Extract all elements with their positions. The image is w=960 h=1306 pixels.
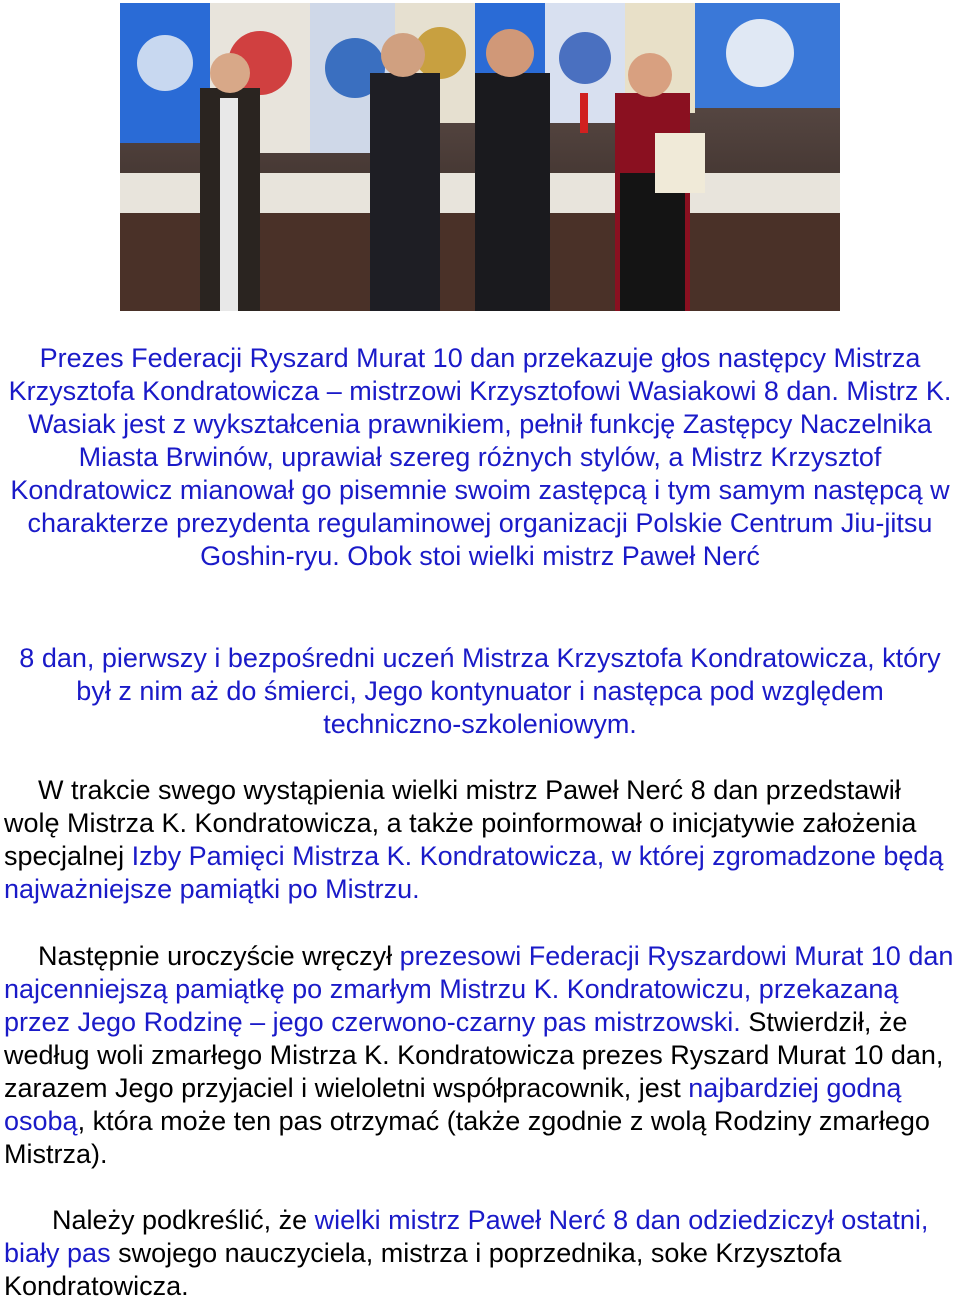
paragraph-2-black: W trakcie swego wystąpienia wielki mistrz Paweł Nerć 8 dan przedstawił wolę Mistrza K. Kondratowicza, a także poinformował o inicjatywie założenia specjalnej <box>4 775 917 871</box>
paragraph-3-blue-2: najbardziej godną osobą <box>4 1073 902 1136</box>
paragraph-3-black-1: Następnie uroczyście wręczył <box>38 941 400 971</box>
paragraph-3 <box>4 940 956 1171</box>
paragraph-3-black-3: , która może ten pas otrzymać (także zgodnie z wolą Rodziny zmarłego Mistrza). <box>4 1106 930 1169</box>
paragraph-4-black-2: swojego nauczyciela, mistrza i poprzednika, soke Krzysztofa Kondratowicza. <box>4 1238 842 1301</box>
paragraph-4-blue-1: wielki mistrz Paweł Nerć 8 dan odziedziczył ostatni, biały pas <box>4 1205 929 1268</box>
paragraph-3-black-2: Stwierdził, że według woli zmarłego Mistrza K. Kondratowicza prezes Ryszard Murat 10 dan, zarazem Jego przyjaciel i wieloletni współpracownik, jest <box>4 1007 944 1103</box>
paragraph-1-text: 8 dan, pierwszy i bezpośredni uczeń Mistrza Krzysztofa Kondratowicza, który był z nim aż do śmierci, Jego kontynuator i następca pod względem techniczno-szkoleniowym. <box>19 643 941 739</box>
paragraph-4 <box>4 1204 956 1303</box>
paragraph-1 <box>4 642 956 741</box>
caption-text: Prezes Federacji Ryszard Murat 10 dan przekazuje głos następcy Mistrza Krzysztofa Kondratowicza – mistrzowi Krzysztofowi Wasiakowi 8 dan. Mistrz K. Wasiak jest z wykształcenia prawnikiem, pełnił funkcję Zastępcy Naczelnika Miasta Brwinów, uprawiał szereg różnych stylów, a Mistrz Krzysztof Kondratowicz mianował go pisemnie swoim zastępcą i tym samym następcą w charakterze prezydenta regulaminowej organizacji Polskie Centrum Jiu-jitsu Goshin-ryu. Obok stoi wielki mistrz Paweł Nerć <box>8 343 952 571</box>
paragraph-2 <box>4 774 956 906</box>
ceremony-photo <box>120 3 840 311</box>
photo-caption <box>0 342 960 573</box>
paragraph-2-blue: Izby Pamięci Mistrza K. Kondratowicza, w której zgromadzone będą najważniejsze pamiątki po Mistrzu. <box>4 841 944 904</box>
paragraph-3-blue-1: prezesowi Federacji Ryszardowi Murat 10 dan najcenniejszą pamiątkę po zmarłym Mistrzu K. Kondratowiczu, przekazaną przez Jego Rodzinę – jego czerwono-czarny pas mistrzowski. <box>4 941 954 1037</box>
paragraph-4-black-1: Należy podkreślić, że <box>52 1205 315 1235</box>
